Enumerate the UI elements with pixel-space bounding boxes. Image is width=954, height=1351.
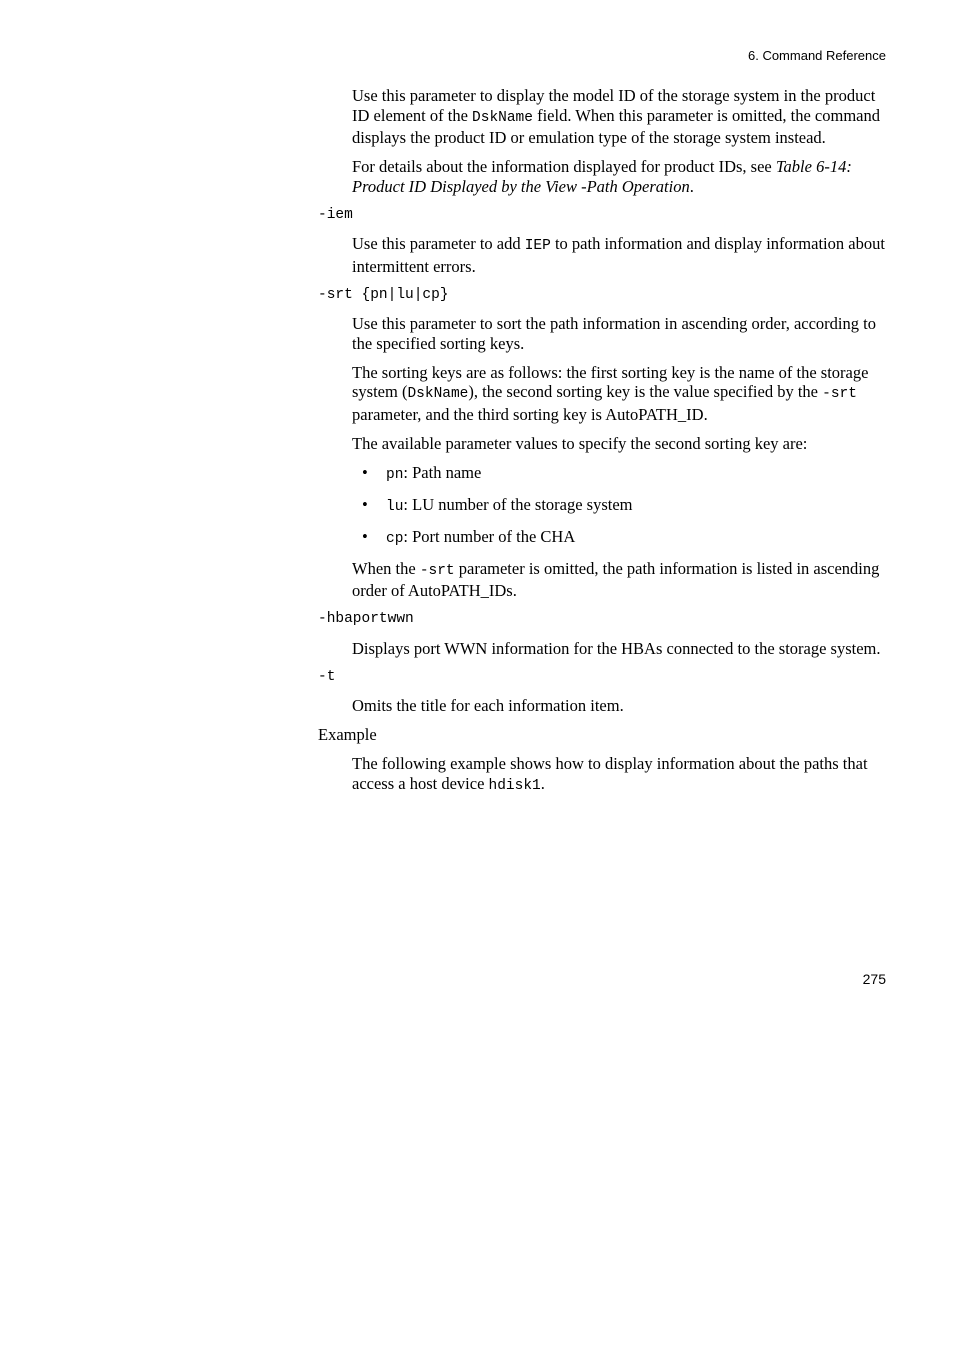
option-srt: -srt {pn|lu|cp} <box>318 286 449 303</box>
inline-code: DskName <box>472 109 533 126</box>
paragraph: Use this parameter to add IEP to path information and display information about intermittent errors. <box>352 234 885 276</box>
hbaportwwn-description <box>352 639 888 659</box>
inline-code: hdisk1 <box>488 777 541 794</box>
inline-code: -srt <box>419 562 455 579</box>
inline-code: DskName <box>407 386 469 402</box>
example-heading: Example <box>318 725 377 744</box>
bullet-icon: • <box>362 494 368 514</box>
paragraph: The sorting keys are as follows: the first sorting key is the name of the storage system (DskName), the second sorting key is the value specified by the -srt parameter, and the third sorting key is AutoPATH_ID. <box>352 362 869 424</box>
list-item: • cp: Port number of the CHA <box>362 526 576 547</box>
bullet-icon: • <box>362 526 368 546</box>
table-reference: Table 6-14: Product ID Displayed by the View -Path Operation <box>352 157 852 196</box>
page-number: 275 <box>862 971 886 987</box>
paragraph: When the -srt parameter is omitted, the path information is listed in ascending order of AutoPATH_IDs. <box>352 558 880 600</box>
paragraph: Use this parameter to display the model ID of the storage system in the product ID element of the DskName field. When this parameter is omitted, the command displays the product ID or emulation type of the storage system instead. <box>352 86 880 147</box>
inline-code: IEP <box>524 238 551 254</box>
example-description <box>352 754 888 796</box>
option-iem: -iem <box>318 206 353 223</box>
option-hbaportwwn: -hbaportwwn <box>318 611 414 627</box>
paragraph: The available parameter values to specify the second sorting key are: <box>352 433 808 453</box>
paragraph: Displays port WWN information for the HBAs connected to the storage system. <box>352 638 881 658</box>
iem-description <box>352 234 888 276</box>
sort-key-list <box>352 463 888 550</box>
page-content <box>318 86 888 806</box>
list-item: • pn: Path name <box>362 462 482 483</box>
paragraph: The following example shows how to display information about the paths that access a host device hdisk1. <box>352 754 868 794</box>
running-header: 6. Command Reference <box>747 48 886 63</box>
t-description <box>352 696 888 716</box>
paragraph: For details about the information displayed for product IDs, see Table 6-14: Product ID Displayed by the View -Path Operation. <box>352 157 852 196</box>
option-t: -t <box>318 668 336 685</box>
paragraph: Omits the title for each information item. <box>352 696 624 715</box>
bullet-icon: • <box>362 462 368 482</box>
paragraph: Use this parameter to sort the path information in ascending order, according to the specified sorting keys. <box>352 314 876 353</box>
pid-description <box>352 86 888 196</box>
inline-code: -srt <box>822 386 857 402</box>
list-item: • lu: LU number of the storage system <box>362 494 633 515</box>
srt-description <box>352 314 888 601</box>
